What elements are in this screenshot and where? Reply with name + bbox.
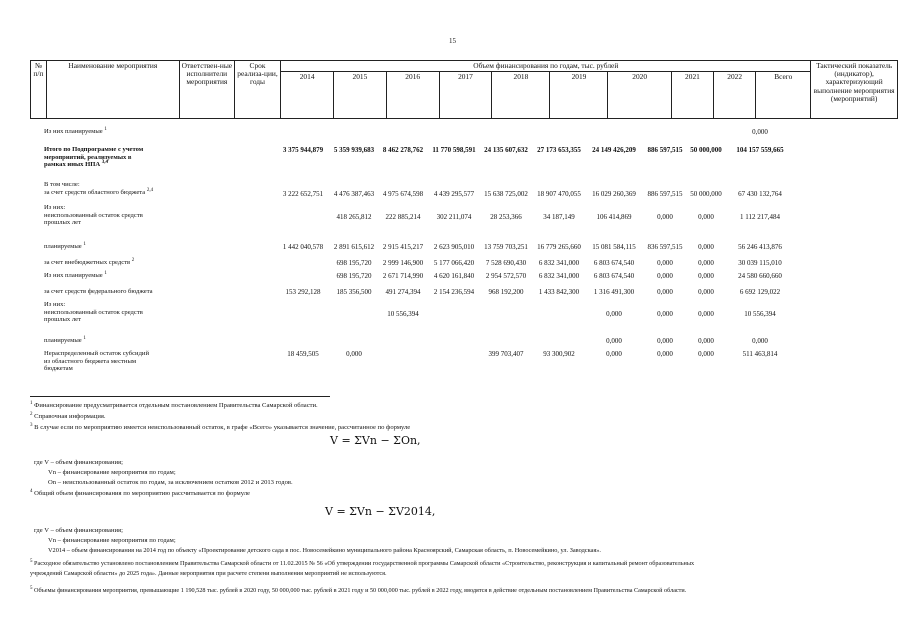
row-year-value: 836 597,515: [647, 243, 683, 251]
row-label-line: неиспользованный остаток средств: [44, 308, 143, 316]
row-year-value: 0,000: [698, 288, 714, 296]
row-total-value: 56 246 413,876: [738, 243, 782, 251]
row-year-value: 0,000: [657, 337, 673, 345]
row-label-line: [44, 259, 134, 267]
row-year-value: 2 999 146,900: [382, 259, 424, 267]
row-year-value: 0,000: [657, 350, 673, 358]
row-year-value: 0,000: [657, 259, 673, 267]
row-label-line: Итого по Подпрограмме с учетом: [44, 146, 144, 153]
row-label: [44, 181, 153, 196]
header-num: № п/п: [31, 61, 47, 119]
row-year-value: 0,000: [346, 350, 362, 358]
row-footnote-ref: 1: [104, 126, 107, 132]
row-year-value: 1 433 842,300: [538, 288, 580, 296]
row-total-value: 30 039 115,010: [738, 259, 782, 267]
row-footnote-ref: 3,4: [101, 160, 109, 165]
row-year-value: 2 154 236,594: [433, 288, 475, 296]
row-label: [44, 337, 86, 345]
row-total-value: 6 692 129,022: [739, 288, 781, 296]
footnote-5-cont: учреждений Самарской области» до 2025 года». Данные мероприятия при расчете степени выполнения мероприятий не используются.: [30, 570, 387, 577]
row-label-line: из областного бюджета местным: [44, 357, 137, 365]
row-total-value: 67 430 132,764: [738, 190, 782, 198]
row-year-value: 698 195,720: [336, 259, 372, 267]
row-year-value: 6 803 674,540: [593, 259, 635, 267]
footnote-3: $^3$ В случае если по мероприятию имеется неиспользованный остаток, в графе «Всего» указывается значение, рассчитанное по формуле: [30, 422, 411, 431]
row-year-value: 2 623 905,010: [433, 243, 475, 251]
formula-1-where-2: Vn – финансирование мероприятия по годам;: [48, 469, 176, 476]
row-year-value: 698 195,720: [336, 272, 372, 280]
row-year-value: 222 885,214: [385, 213, 421, 221]
row-year-value: 0,000: [698, 337, 714, 345]
row-year-value: 13 759 703,251: [484, 243, 528, 251]
header-funding: Объем финансирования по годам, тыс. рублей: [281, 61, 811, 72]
row-year-value: 28 253,366: [490, 213, 522, 221]
row-footnote-ref: 1: [83, 335, 86, 341]
row-year-value: 27 173 653,355: [537, 146, 581, 154]
row-year-value: 2 891 615,612: [333, 243, 375, 251]
row-year-value: 2 915 415,217: [382, 243, 424, 251]
header-year: 2015: [334, 72, 387, 119]
row-label-line: прошлых лет: [44, 219, 81, 227]
row-year-value: 6 832 341,000: [538, 259, 580, 267]
footnote-6: $^5$ Объемы финансирования мероприятия, превышающие 1 190,528 тыс. рублей в 2020 году, 50 000,000 тыс. рублей в 2021 году и 50 000,000 тыс. рублей в 2022 году, вводятся в действие отдельным постановлением Правительства Самарской области.: [30, 585, 687, 594]
row-year-value: 0,000: [606, 310, 622, 318]
row-label-line: Из них:: [44, 301, 66, 308]
row-year-value: 8 462 278,762: [382, 146, 424, 154]
formula-2: V = ΣVn − ΣV2014,: [325, 505, 436, 518]
row-year-value: 0,000: [657, 272, 673, 280]
footnote-separator: [30, 396, 330, 397]
header-year: 2021: [671, 72, 713, 119]
row-year-value: 24 149 426,209: [592, 146, 636, 154]
row-label: [44, 288, 153, 296]
row-total-value: 10 556,394: [744, 310, 776, 318]
row-year-value: 15 638 725,002: [484, 190, 528, 198]
row-label-text: Из них планируемые: [44, 272, 103, 279]
row-year-value: 0,000: [698, 213, 714, 221]
row-label-line: Из них:: [44, 204, 66, 211]
row-total-value: 24 580 660,660: [738, 272, 782, 280]
row-year-value: 5 177 066,420: [433, 259, 475, 267]
row-year-value: 153 292,128: [285, 288, 321, 296]
footnote-5: $^5$ Расходное обязательство установлено постановлением Правительства Самарской области от 11.02.2015 № 56 «Об утверждении государственной программы Самарской области «Строительство, реконструкция и капитальный ремонт образовательных: [30, 558, 695, 567]
row-year-value: 4 620 161,840: [433, 272, 475, 280]
row-year-value: 0,000: [698, 272, 714, 280]
header-table: [30, 60, 898, 119]
row-year-value: 2 671 714,990: [382, 272, 424, 280]
row-year-value: 24 135 607,632: [484, 146, 528, 154]
header-year: 2016: [386, 72, 439, 119]
row-year-value: 0,000: [698, 310, 714, 318]
footnote-4: $^4$ Общий объем финансирования по мероприятию рассчитывается по формуле: [30, 488, 250, 497]
row-year-value: 34 187,149: [543, 213, 575, 221]
row-label-line: за счет средств федерального бюджета: [44, 288, 153, 295]
row-year-value: 1 316 491,300: [593, 288, 635, 296]
row-year-value: 0,000: [698, 259, 714, 267]
row-label-text: планируемые: [44, 243, 82, 250]
row-label-line: [44, 243, 86, 251]
row-year-value: 418 265,812: [336, 213, 372, 221]
row-total-value: 1 112 217,484: [740, 213, 780, 221]
formula-2-where-1: где V – объем финансирования;: [34, 527, 123, 534]
row-label-line: [44, 272, 107, 280]
row-label-text: Из них планируемые: [44, 128, 103, 135]
row-label: [44, 350, 149, 373]
row-label: [44, 243, 86, 251]
footnote-1: $^1$ Финансирование предусматривается отдельным постановлением Правительства Самарской области.: [30, 400, 318, 409]
row-year-value: 6 803 674,540: [593, 272, 635, 280]
formula-2-where-3: V2014 – объем финансирования на 2014 год по объекту «Проектирование детского сада в пос. Новосемейкино муниципального района Красноярский, Самарская область, п. Новосемейкино, ул. Заводская».: [48, 547, 601, 554]
row-total-value: 0,000: [752, 337, 768, 345]
row-label: [44, 301, 143, 324]
row-label-line: В том числе:: [44, 181, 80, 188]
formula-1-where-1: где V – объем финансирования;: [34, 459, 123, 466]
row-year-value: 5 359 939,683: [333, 146, 375, 154]
row-year-value: 4 975 674,598: [382, 190, 424, 198]
row-footnote-ref: 1: [83, 241, 86, 247]
row-year-value: 0,000: [698, 243, 714, 251]
row-label-line: мероприятий, реализуемых в: [44, 153, 132, 161]
row-total-value: 511 463,814: [742, 350, 778, 358]
row-label-line: неиспользованный остаток средств: [44, 211, 143, 219]
row-year-value: 18 907 470,055: [537, 190, 581, 198]
row-year-value: 0,000: [606, 350, 622, 358]
row-year-value: 50 000,000: [690, 190, 722, 198]
row-year-value: 0,000: [657, 288, 673, 296]
row-label-line: прошлых лет: [44, 316, 81, 324]
row-year-value: 6 832 341,000: [538, 272, 580, 280]
row-label-line: бюджетам: [44, 365, 73, 373]
row-year-value: 0,000: [606, 337, 622, 345]
row-total-value: 104 157 559,665: [736, 146, 784, 154]
header-year: 2019: [550, 72, 608, 119]
formula-1: V = ΣVn − ΣOn,: [330, 434, 421, 447]
row-year-value: 2 954 572,570: [485, 272, 527, 280]
row-label: [44, 146, 143, 169]
row-label-line: [44, 189, 153, 197]
header-year: 2017: [439, 72, 492, 119]
row-label-line: [44, 128, 107, 136]
row-year-value: 491 274,394: [385, 288, 421, 296]
header-year: 2018: [492, 72, 550, 119]
header-year: 2022: [714, 72, 756, 119]
row-total-value: 0,000: [752, 128, 768, 136]
row-label-line: [44, 161, 143, 169]
row-label-line: [44, 337, 86, 345]
header-year: 2020: [608, 72, 671, 119]
row-year-value: 1 442 040,578: [282, 243, 324, 251]
row-year-value: 0,000: [657, 310, 673, 318]
row-year-value: 0,000: [657, 213, 673, 221]
row-year-value: 886 597,515: [647, 190, 683, 198]
row-label: [44, 128, 107, 136]
row-year-value: 3 375 944,879: [282, 146, 324, 154]
row-year-value: 106 414,869: [596, 213, 632, 221]
header-year: 2014: [281, 72, 334, 119]
row-year-value: 93 300,902: [543, 350, 575, 358]
row-year-value: 0,000: [698, 350, 714, 358]
row-year-value: 3 222 652,751: [282, 190, 324, 198]
header-total: Всего: [756, 72, 811, 119]
header-indicator: Тактический показатель (индикатор), характеризующий выполнение мероприятия (мероприятий): [811, 61, 898, 119]
row-label: [44, 272, 107, 280]
row-footnote-ref: 2,4: [146, 187, 154, 193]
row-year-value: 4 439 295,577: [433, 190, 475, 198]
row-year-value: 185 356,500: [336, 288, 372, 296]
row-year-value: 16 029 260,369: [592, 190, 636, 198]
row-label-line: Нераспределенный остаток субсидий: [44, 350, 149, 357]
row-year-value: 15 081 584,115: [592, 243, 636, 251]
header-executor: Ответствен-ные исполнители мероприятия: [179, 61, 234, 119]
row-year-value: 302 211,074: [436, 213, 472, 221]
row-year-value: 50 000,000: [690, 146, 722, 154]
header-name: Наименование мероприятия: [46, 61, 179, 119]
row-year-value: 968 192,200: [488, 288, 524, 296]
row-label-text: за счет средств областного бюджета: [44, 188, 146, 196]
row-year-value: 399 703,407: [488, 350, 524, 358]
row-label-text: рамках иных НПА: [44, 161, 101, 169]
row-year-value: 10 556,394: [387, 310, 419, 318]
row-footnote-ref: 1: [104, 270, 107, 276]
row-label: [44, 204, 143, 227]
row-year-value: 886 597,515: [647, 146, 683, 154]
row-year-value: 7 528 690,430: [485, 259, 527, 267]
row-year-value: 18 459,505: [287, 350, 319, 358]
formula-2-where-2: Vn – финансирование мероприятия по годам;: [48, 537, 176, 544]
formula-1-where-3: On – неиспользованный остаток по годам, за исключением остатков 2012 и 2013 годов.: [48, 479, 293, 486]
row-year-value: 16 779 265,660: [537, 243, 581, 251]
row-year-value: 11 770 598,591: [432, 146, 476, 154]
row-label: [44, 259, 134, 267]
row-year-value: 4 476 387,463: [333, 190, 375, 198]
row-footnote-ref: 2: [131, 257, 135, 263]
footnote-2: $^2$ Справочная информация.: [30, 411, 106, 420]
header-period: Срок реализа-ции, годы: [234, 61, 280, 119]
page-number: 15: [449, 37, 456, 45]
row-label-text: планируемые: [44, 337, 82, 344]
row-label-text: за счет внебюджетных средств: [44, 259, 131, 266]
